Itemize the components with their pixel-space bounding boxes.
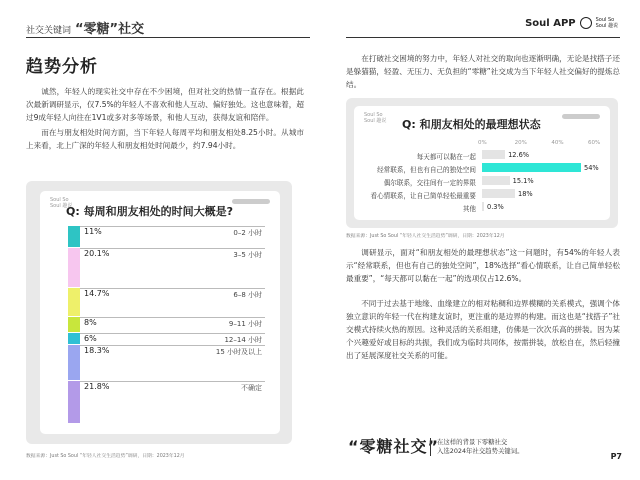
chart-category-label: 看心情联系，让自己简单轻松最重要 <box>370 192 476 200</box>
chart-category-label: 偶尔联系，交往间有一定的界限 <box>383 179 476 187</box>
header-divider-left <box>26 37 310 38</box>
chart-panel <box>40 191 280 434</box>
footer-brand: “零糖社交” <box>348 437 440 456</box>
chart-card-weekly-time <box>26 181 292 444</box>
chart-value-label: 20.1% <box>84 248 110 258</box>
chart-card-ideal-state <box>346 98 618 228</box>
card-brand-tag: Soul So Soul 趣说 <box>50 197 73 209</box>
chart-axis-tick: 0% <box>478 140 487 146</box>
card-brand-tag: Soul So Soul 趣说 <box>364 112 387 124</box>
header-divider-right <box>346 37 620 38</box>
chart-bar <box>482 163 581 172</box>
chart-value-label: 54% <box>584 164 599 172</box>
chart-title: Q: 和朋友相处的最理想状态 <box>402 118 541 131</box>
chart-category-label: 15 小时及以上 <box>215 347 262 356</box>
chart-category-label: 9–11 小时 <box>228 319 262 328</box>
left-column <box>26 52 304 154</box>
chart-category-label: 12–14 小时 <box>224 335 262 344</box>
window-bar-decoration <box>562 114 600 119</box>
chart-category-label: 3–5 小时 <box>233 250 262 259</box>
chart-bar <box>482 189 515 198</box>
chart-value-label: 11% <box>84 227 102 236</box>
section-title: 趋势分析 <box>26 57 98 77</box>
chart-bar <box>68 345 80 380</box>
brand-name: Soul APP <box>525 17 576 29</box>
chart-value-label: 14.7% <box>84 288 110 298</box>
chart-value-label: 18% <box>518 190 533 198</box>
chart-value-label: 15.1% <box>512 177 534 185</box>
footer-tagline: 在这样的背景下零糖社交 入选2024年社交趋势关键词。 <box>430 438 524 456</box>
soul-logo-icon <box>580 17 592 29</box>
chart-value-label: 21.8% <box>84 381 110 391</box>
right-column-intro <box>346 52 620 91</box>
paragraph: 调研显示，面对“和朋友相处的最理想状态”这一问题时，有54%的年轻人表示“经常联系，但也有自己的独处空间”，18%选择“看心情联系，让自己简单轻松最重要”，“每天都可以黏在一起”的选项仅占12.6%。 <box>346 248 620 283</box>
chart-category-label: 每天都可以黏在一起 <box>416 153 476 161</box>
chart-bar <box>68 248 80 287</box>
chart-category-label: 其他 <box>462 205 476 213</box>
chart-panel <box>354 106 610 220</box>
chart-bar <box>68 317 80 332</box>
page-number: P7 <box>610 452 622 461</box>
chart-axis-tick: 40% <box>551 140 564 146</box>
header-keyword-label <box>26 18 144 37</box>
chart-category-label: 0–2 小时 <box>233 229 262 237</box>
chart-title: Q: 每周和朋友相处的时间大概是? <box>66 205 233 218</box>
paragraph: 诚然，年轻人的现实社交中存在不少困境，但对社交的热情一直存在。根据此次最新调研显示，仅7.5%的年轻人不喜欢和他人互动、偏好独处。这也意味着，超过9成年轻人向往在1V1或多对多等场景，和他人互动，获得友谊和陪伴。 <box>26 87 304 122</box>
chart-value-label: 8% <box>84 317 97 327</box>
chart-bar <box>482 202 484 211</box>
chart-gridline <box>80 333 265 334</box>
chart-bar <box>482 150 505 159</box>
chart-category-label: 6–8 小时 <box>233 290 262 299</box>
chart-value-label: 18.3% <box>84 345 110 355</box>
chart-value-label: 6% <box>84 333 97 343</box>
paragraph: 在打破社交困境的努力中，年轻人对社交的取向也逐渐明确，无论是找搭子还是躲猫猫，轻盈、无压力、无负担的“零糖”社交成为当下年轻人社交偏好的提炼总结。 <box>346 54 620 89</box>
window-bar-decoration <box>232 199 270 204</box>
paragraph: 而在与朋友相处时间方面，当下年轻人每周平均和朋友相处8.25小时。从城市上来看，北上广深的年轻人和朋友相处时间最少，约7.94小时。 <box>26 128 304 150</box>
chart-axis-tick: 20% <box>514 140 527 146</box>
chart-gridline <box>80 317 265 318</box>
chart-value-label: 12.6% <box>508 151 530 159</box>
paragraph: 不同于过去基于地缘、血缘建立的相对粘稠和边界模糊的关系模式，强调个体独立意识的年轻一代在构建友谊时，更注重的是边界的构建。而这也是“找搭子”社交模式持续火热的原因。这种灵活的关系组建，仿佛是一次次乐高的拼装。因为某个兴趣爱好或目标的共振，我们成为临时共同体，按需拼装，放松自在，然后轻撞出了延展深度社交关系的可能。 <box>346 299 620 360</box>
data-source: 数据来源：Just So Soul “年轻人社交生活趋势”调研，日期：2023年12月 <box>346 234 505 239</box>
chart-category-label: 经常联系，但也有自己的独处空间 <box>377 166 476 174</box>
chart-value-label: 0.3% <box>487 203 504 211</box>
chart-axis-tick: 60% <box>588 140 601 146</box>
header-category: 社交关键词 <box>26 26 72 36</box>
chart-bar <box>482 176 510 185</box>
data-source: 数据来源：Just So Soul “年轻人社交生活趋势”调研，日期：2023年12月 <box>26 454 185 459</box>
chart-bar <box>68 381 80 423</box>
brand-sub: Soul So Soul 趣说 <box>595 17 618 29</box>
brand-logo <box>525 17 618 29</box>
chart-gridline <box>80 226 265 227</box>
chart-bar <box>68 288 80 316</box>
chart-category-label: 不确定 <box>241 383 262 392</box>
chart-bar <box>68 226 80 247</box>
header-keyword: “零糖”社交 <box>75 22 145 37</box>
chart-bar <box>68 333 80 344</box>
